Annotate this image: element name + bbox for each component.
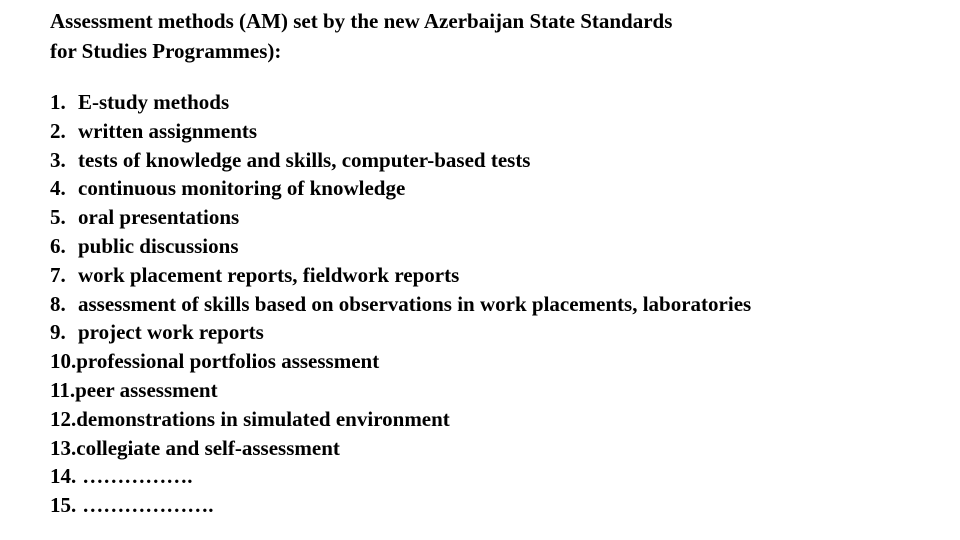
assessment-methods-list	[50, 88, 751, 520]
list-item	[50, 232, 751, 261]
item-number: 5.	[50, 205, 66, 230]
list-item	[50, 174, 751, 203]
item-number: 12.	[50, 406, 77, 431]
item-text: continuous monitoring of knowledge	[78, 176, 406, 201]
item-text: collegiate and self-assessment	[76, 435, 340, 460]
item-number: 8.	[50, 291, 66, 316]
item-text: ……………….	[82, 493, 214, 518]
item-number: 6.	[50, 233, 66, 258]
item-number: 9.	[50, 320, 66, 345]
item-number: 4.	[50, 176, 66, 201]
item-text: professional portfolios assessment	[76, 349, 380, 374]
list-item	[50, 434, 751, 463]
list-item	[50, 146, 751, 175]
item-number: 14.	[50, 464, 77, 489]
list-item	[50, 462, 751, 491]
item-text: public discussions	[78, 233, 239, 258]
item-number: 13.	[50, 435, 77, 460]
item-text: tests of knowledge and skills, computer-based tests	[78, 147, 531, 172]
list-item	[50, 318, 751, 347]
item-number: 15.	[50, 493, 77, 518]
item-number: 2.	[50, 118, 66, 143]
item-text: assessment of skills based on observations in work placements, laboratories	[78, 291, 752, 316]
item-number: 3.	[50, 147, 66, 172]
list-item	[50, 405, 751, 434]
item-text: E-study methods	[78, 90, 230, 114]
item-text: demonstrations in simulated environment	[76, 406, 450, 431]
list-item	[50, 261, 751, 290]
list-item	[50, 290, 751, 319]
list-item	[50, 88, 751, 117]
item-text: project work reports	[78, 320, 264, 345]
list-item	[50, 117, 751, 146]
title-line-1: Assessment methods (AM) set by the new Azerbaijan State Standards	[50, 9, 673, 33]
list-item	[50, 491, 751, 520]
item-number: 11.	[50, 377, 76, 402]
item-number: 7.	[50, 262, 66, 287]
item-text: work placement reports, fieldwork reports	[78, 262, 460, 287]
list-item	[50, 203, 751, 232]
item-text: …………….	[82, 464, 193, 489]
title-line-2: for Studies Programmes):	[50, 39, 282, 63]
list-item	[50, 376, 751, 405]
item-number: 10.	[50, 349, 77, 374]
item-text: peer assessment	[75, 377, 218, 402]
slide-title	[50, 6, 910, 66]
list-item	[50, 347, 751, 376]
item-number: 1.	[50, 90, 66, 114]
item-text: oral presentations	[78, 205, 240, 230]
item-text: written assignments	[78, 118, 258, 143]
